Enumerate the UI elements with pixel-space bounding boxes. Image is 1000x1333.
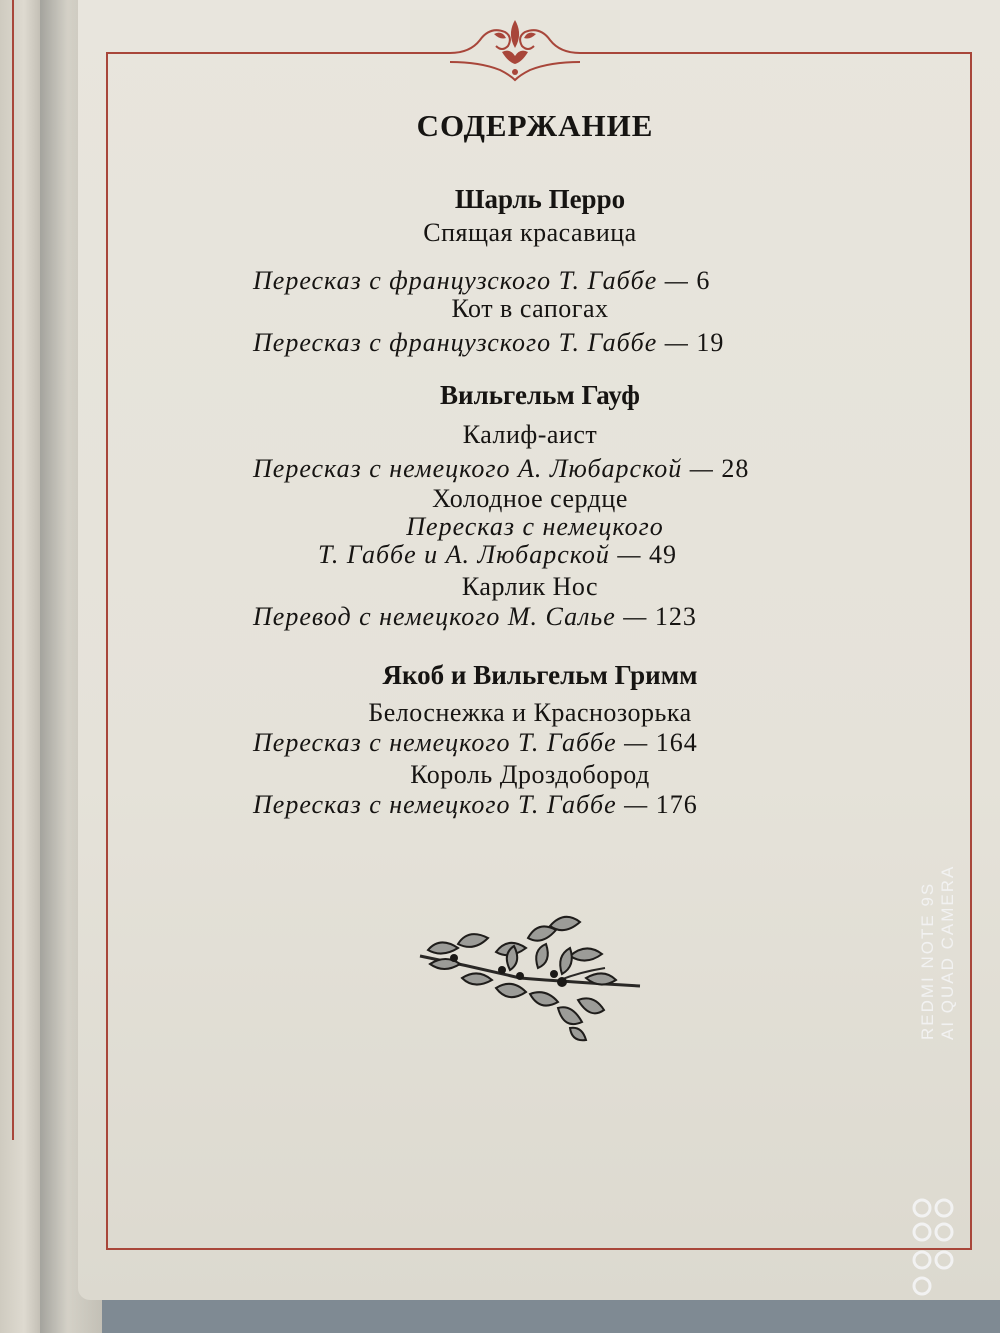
page-number: 19	[696, 328, 725, 357]
story-credit	[253, 454, 813, 484]
story-title: Холодное сердце	[432, 484, 628, 513]
story-title: Спящая красавица	[423, 218, 637, 247]
story-credit	[253, 790, 813, 820]
watermark-line-2: AI QUAD CAMERA	[938, 864, 957, 1040]
toc-title: СОДЕРЖАНИЕ	[416, 108, 654, 143]
story-credit	[318, 540, 778, 570]
page-number: 123	[654, 602, 697, 631]
author-heading: Вильгельм Гауф	[440, 380, 640, 410]
story-title: Король Дроздобород	[410, 760, 650, 789]
watermark-line-1: REDMI NOTE 9S	[918, 881, 937, 1040]
author-heading: Якоб и Вильгельм Гримм	[382, 660, 698, 690]
page-number: 176	[655, 790, 698, 819]
story-title: Белоснежка и Краснозорька	[368, 698, 692, 727]
page-number: 164	[655, 728, 698, 757]
laurel-branch-icon	[410, 908, 650, 1048]
page-number: 49	[649, 540, 678, 569]
story-credit	[253, 602, 813, 632]
story-title: Кот в сапогах	[451, 294, 609, 323]
page-number: 28	[721, 454, 750, 483]
camera-lens-icon	[906, 1188, 960, 1318]
page-number: 6	[696, 266, 711, 295]
story-title: Калиф-аист	[462, 420, 598, 449]
credit-text: Пересказ с французского Т. Габбе —	[253, 328, 697, 357]
credit-text: Т. Габбе и А. Любарской —	[318, 540, 650, 569]
story-credit-line1: Пересказ с немецкого	[406, 512, 664, 541]
story-credit	[253, 728, 813, 758]
camera-watermark	[918, 740, 958, 1040]
credit-text: Пересказ с французского Т. Габбе —	[253, 266, 697, 295]
credit-text: Пересказ с немецкого Т. Габбе —	[253, 728, 656, 757]
credit-text: Пересказ с немецкого А. Любарской —	[253, 454, 722, 483]
story-credit	[253, 328, 813, 358]
author-heading: Шарль Перро	[454, 184, 626, 214]
credit-text: Перевод с немецкого М. Салье —	[253, 602, 655, 631]
story-credit	[253, 266, 813, 296]
story-title: Карлик Нос	[461, 572, 599, 601]
credit-text: Пересказ с немецкого Т. Габбе —	[253, 790, 656, 819]
